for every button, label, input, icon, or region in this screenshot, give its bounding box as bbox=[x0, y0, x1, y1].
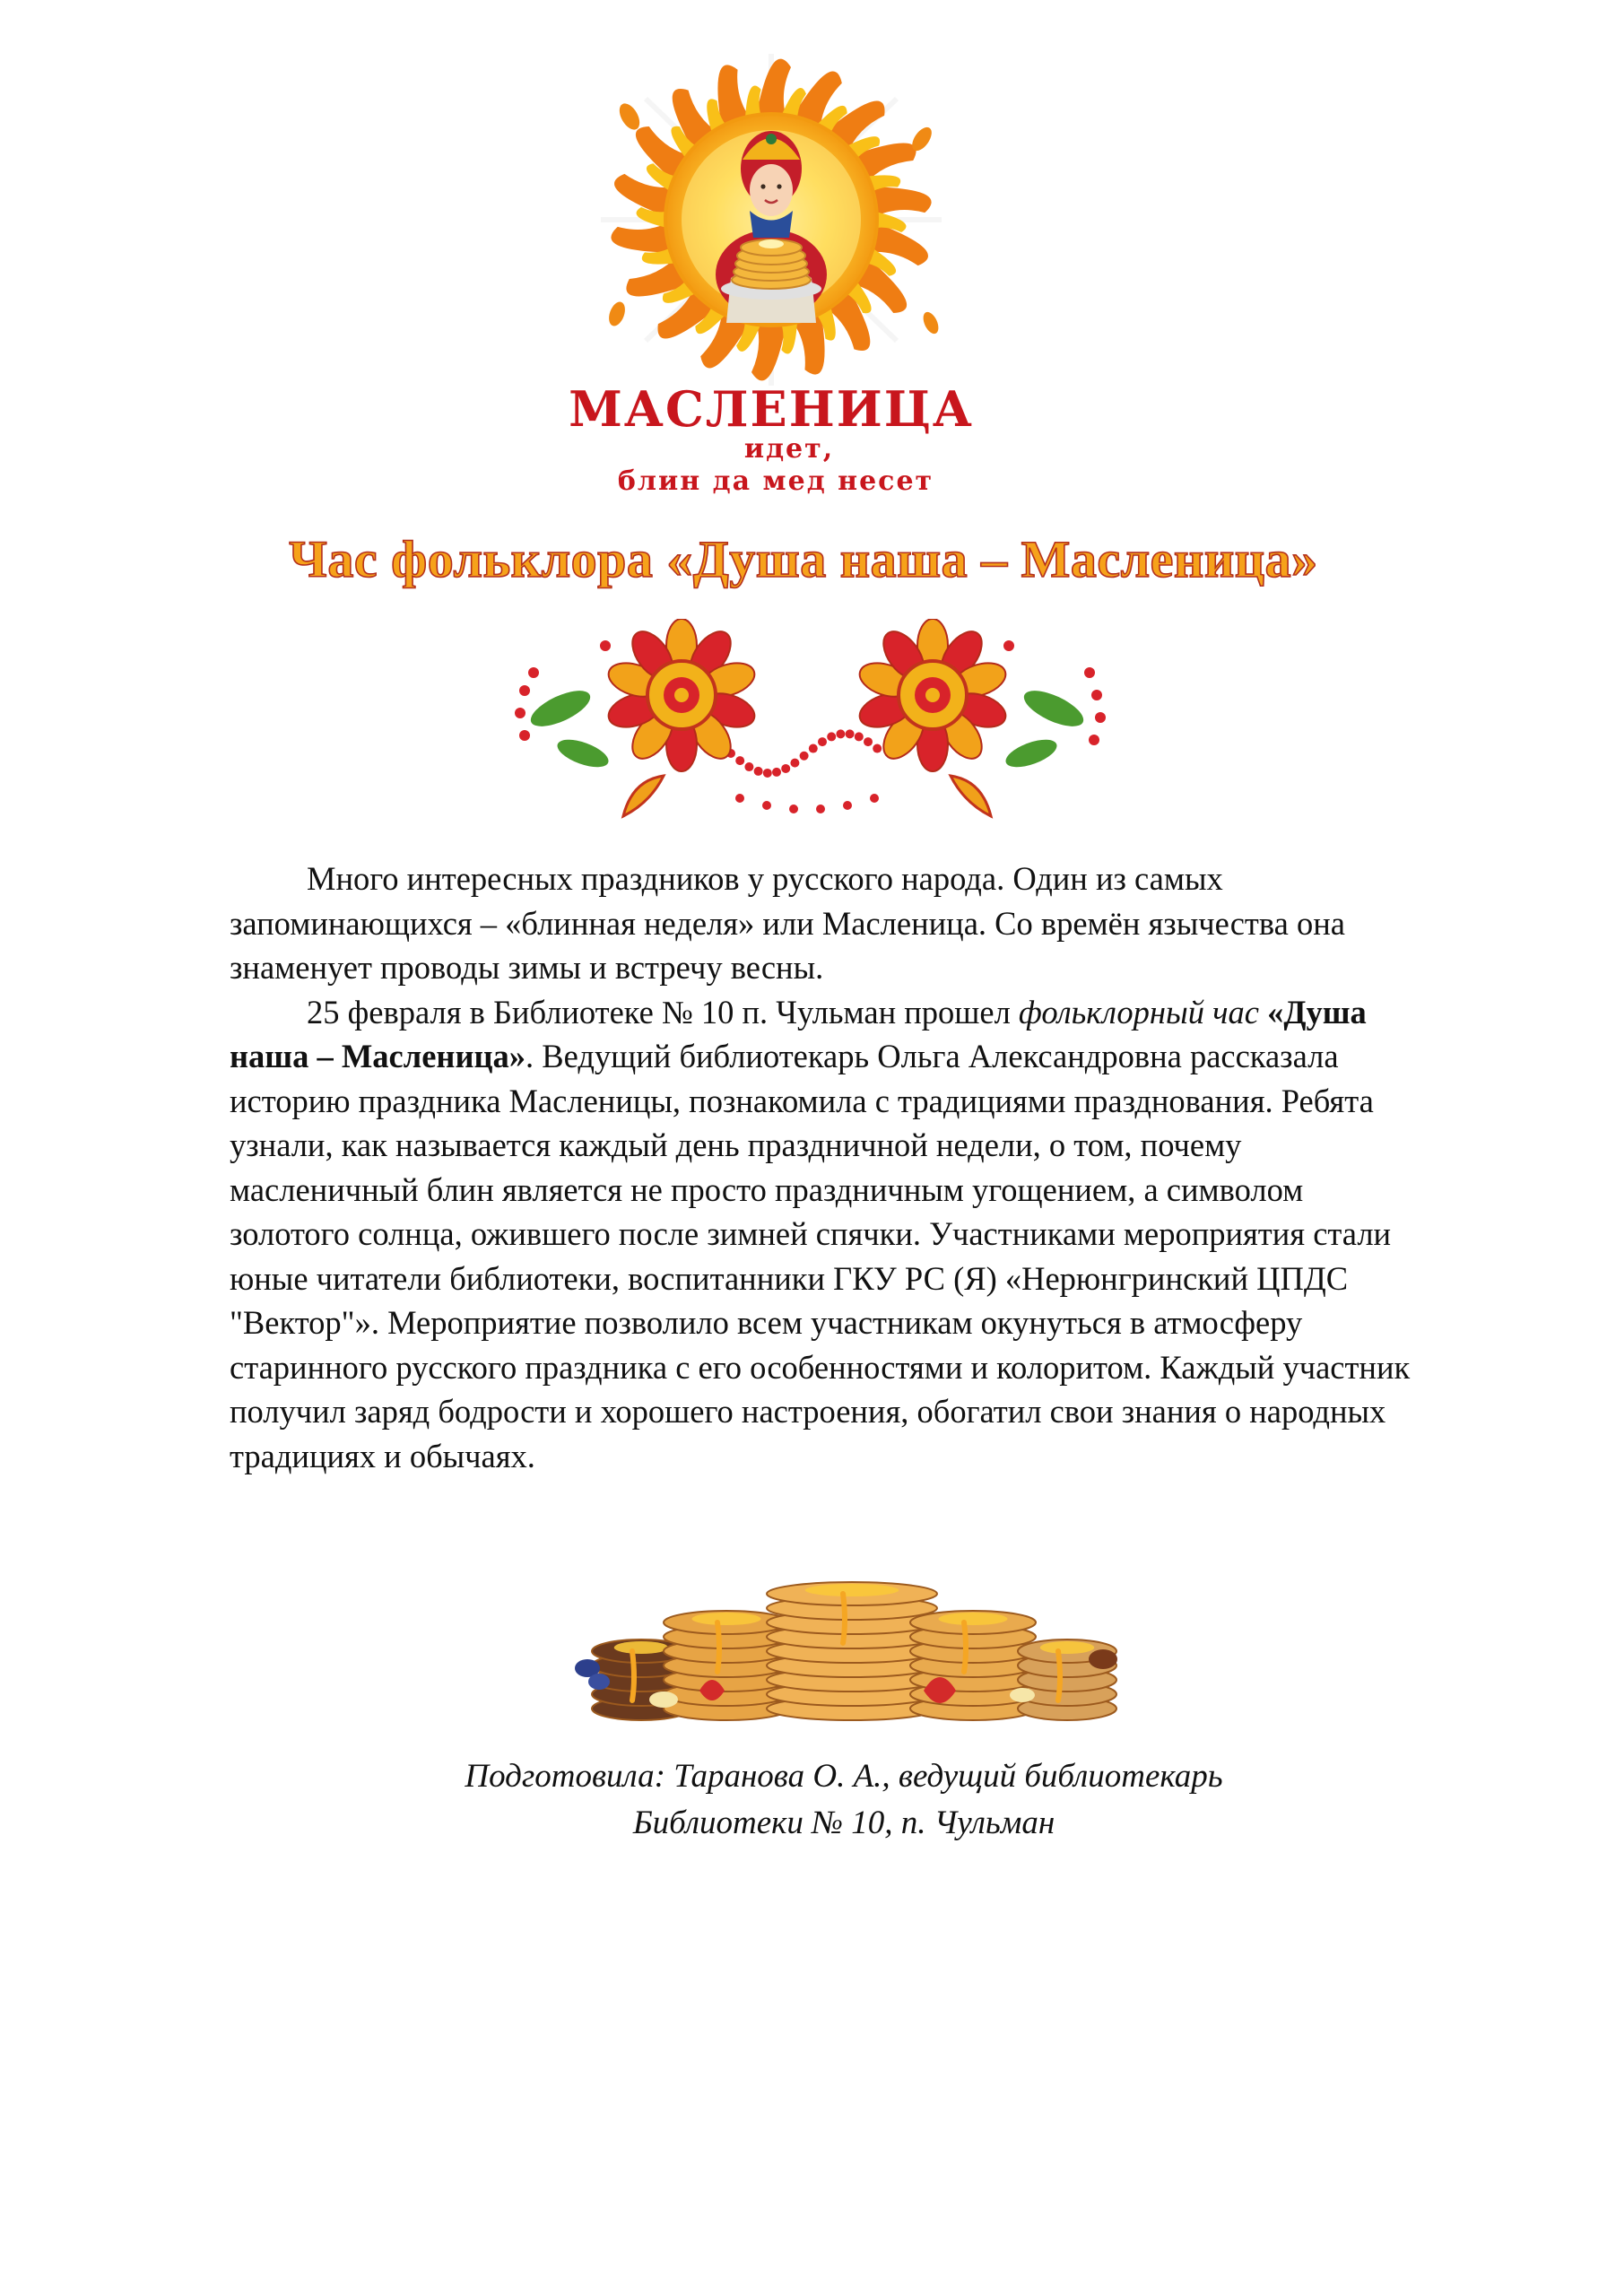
page-title: Час фольклора «Душа наша – Масленица» bbox=[289, 530, 1318, 588]
logo-line2-text: идет, bbox=[743, 433, 835, 465]
pancake-stacks-graphic bbox=[556, 1516, 1148, 1740]
event-date-text: 25 февраля в Библиотеке № 10 п. Чульман прошел bbox=[307, 993, 1019, 1031]
khokhloma-ornament bbox=[498, 619, 1116, 834]
floral-ornament-graphic bbox=[498, 619, 1116, 834]
paragraph-intro: Много интересных праздников у русского народа. Один из самых запоминающихся – «блинная неделя» или Масленица. Со времён язычества она знаменует проводы зимы и встречу весны. bbox=[230, 860, 1345, 986]
author-credit bbox=[0, 1753, 1607, 1847]
credit-line-1: Подготовила: Таранова О. А., ведущий библиотекарь bbox=[465, 1758, 1223, 1795]
event-title-text: «Душа наша – Масленица» bbox=[230, 993, 1367, 1074]
event-description-text: . Ведущий библиотекарь Ольга Александровна рассказала историю праздника Масленицы, познакомила с традициями празднования. Ребята узнали, как называется каждый день праздничной недели, о том, почему масленичный блин является не просто праздничным угощением, а символом золотого солнца, ожившего после зимней спячки. Участниками мероприятия стали юные читатели библиотеки, воспитанники ГКУ РС (Я) «Нерюнгринский ЦПДС "Вектор"». Мероприятие позволило всем участникам окунуться в атмосферу старинного русского праздника с его особенностями и колоритом. Каждый участник получил заряд бодрости и хорошего настроения, обогатил свои знания о народных традициях и обычаях. bbox=[230, 1038, 1411, 1474]
credit-line-2: Библиотеки № 10, п. Чульман bbox=[632, 1805, 1055, 1841]
logo-title-text: МАСЛЕНИЦА bbox=[569, 380, 974, 438]
pancakes-illustration bbox=[556, 1516, 1148, 1740]
article-body bbox=[230, 857, 1431, 1478]
event-type-text: фольклорный час bbox=[1018, 993, 1259, 1031]
sun-maiden-illustration bbox=[547, 54, 995, 502]
logo-line3-text: блин да мед несет bbox=[617, 465, 934, 497]
maslenitsa-emblem bbox=[547, 54, 995, 502]
paragraph-event bbox=[230, 990, 1431, 1479]
